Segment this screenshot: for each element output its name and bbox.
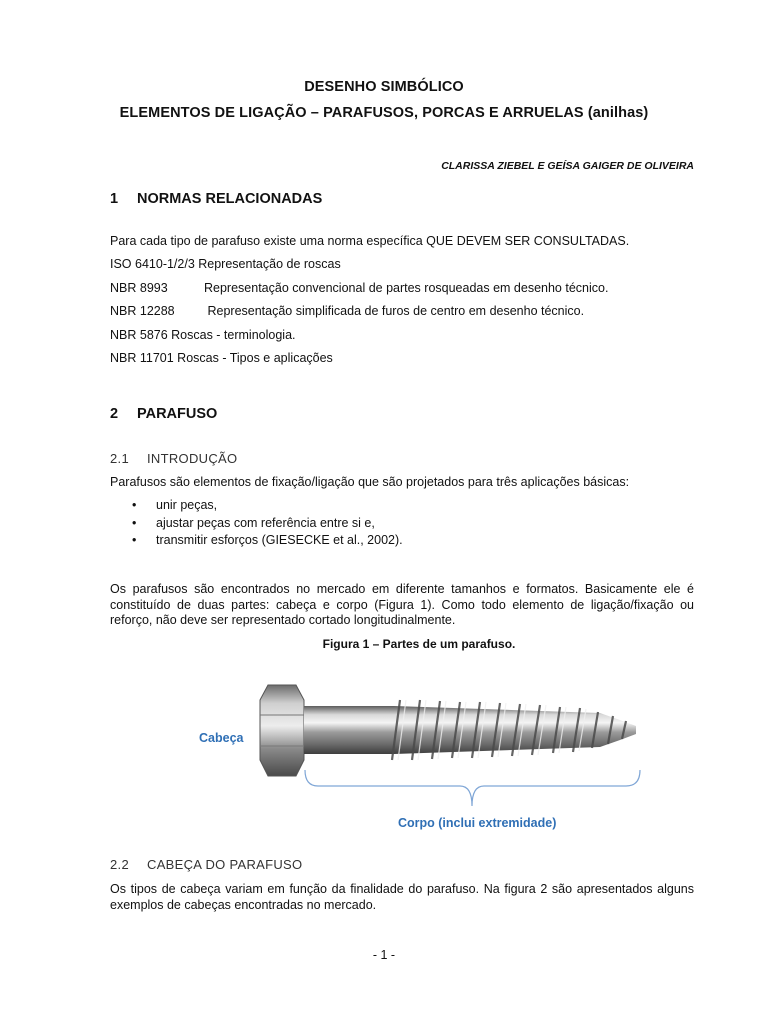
head-label: Cabeça	[199, 731, 244, 745]
subsection-2-2-heading	[110, 857, 302, 872]
subsection-title: INTRODUÇÃO	[147, 451, 238, 466]
subsection-title: CABEÇA DO PARAFUSO	[147, 857, 303, 872]
norm-code: NBR 12288	[110, 304, 175, 318]
body-label: Corpo (inclui extremidade)	[398, 816, 557, 830]
list-item: • transmitir esforços (GIESECKE et al., 2002).	[110, 532, 403, 550]
norm-item	[110, 304, 584, 318]
norms-intro: Para cada tipo de parafuso existe uma norma específica QUE DEVEM SER CONSULTADAS.	[110, 234, 630, 248]
bullet-icon: •	[132, 515, 137, 530]
document-subtitle: ELEMENTOS DE LIGAÇÃO – PARAFUSOS, PORCAS E ARRUELAS (anilhas)	[119, 105, 649, 121]
authors: CLARISSA ZIEBEL E GEÍSA GAIGER DE OLIVEIRA	[441, 160, 694, 172]
section-1-heading	[110, 191, 322, 207]
body-brace	[305, 770, 640, 806]
norm-description: Representação convencional de partes rosqueadas em desenho técnico.	[204, 281, 609, 295]
section-title: PARAFUSO	[137, 406, 218, 422]
screw-head	[260, 685, 304, 776]
norm-description: Representação simplificada de furos de centro em desenho técnico.	[204, 304, 585, 318]
document-title: DESENHO SIMBÓLICO	[304, 79, 464, 95]
screw-body	[304, 700, 636, 760]
body-paragraph: Os parafusos são encontrados no mercado em diferente tamanhos e formatos. Basicamente ele é constituído de duas partes: cabeça e corpo (Figura 1). Como todo elemento de ligação/fixação ou reforço, não deve ser representado cortado longitudinalmente.	[110, 582, 694, 628]
subsection-number: 2.1	[110, 451, 129, 466]
body-paragraph: Os tipos de cabeça variam em função da finalidade do parafuso. Na figura 2 são apresentados alguns exemplos de cabeças encontradas no mercado.	[110, 882, 694, 912]
screw-figure	[0, 660, 768, 840]
applications-list	[110, 497, 403, 550]
page-number: - 1 -	[372, 948, 396, 962]
norm-item: NBR 5876 Roscas - terminologia.	[110, 328, 296, 342]
bullet-icon: •	[132, 533, 137, 547]
bullet-icon: •	[132, 498, 137, 512]
norm-code: NBR 8993	[110, 281, 168, 295]
section-title: NORMAS RELACIONADAS	[137, 191, 323, 207]
norm-item: ISO 6410-1/2/3 Representação de roscas	[110, 257, 341, 271]
subsection-number: 2.2	[110, 857, 129, 872]
list-item: • unir peças,	[110, 497, 403, 515]
section-2-heading	[110, 406, 217, 422]
section-number: 1	[110, 191, 119, 207]
norm-item	[110, 281, 608, 295]
section-number: 2	[110, 406, 119, 422]
norm-item: NBR 11701 Roscas - Tipos e aplicações	[110, 351, 333, 365]
list-item: • ajustar peças com referência entre si e,	[110, 515, 403, 533]
figure-caption: Figura 1 – Partes de um parafuso.	[322, 637, 516, 651]
intro-paragraph: Parafusos são elementos de fixação/ligação que são projetados para três aplicações básicas:	[110, 475, 630, 489]
subsection-2-1-heading	[110, 451, 237, 466]
